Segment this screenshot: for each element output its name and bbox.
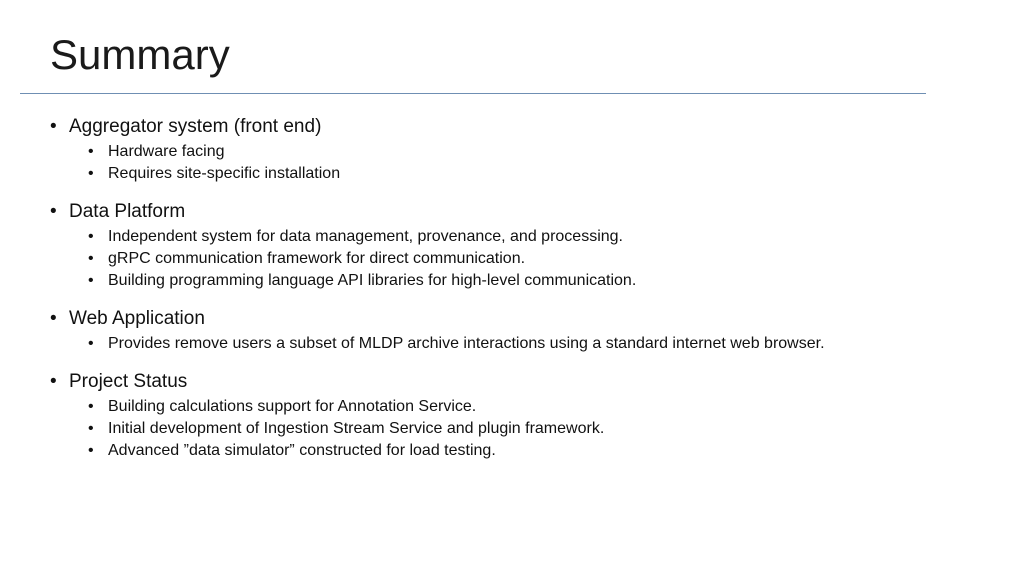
sub-bullet-text: gRPC communication framework for direct communication. xyxy=(108,250,526,267)
bullet-icon: • xyxy=(88,272,94,289)
bullet-icon: • xyxy=(88,335,94,352)
bullet-item xyxy=(50,199,950,224)
sub-bullet-text: Requires site-specific installation xyxy=(108,165,341,182)
sub-bullet-text: Hardware facing xyxy=(108,143,225,160)
section-web-application xyxy=(50,306,950,353)
sub-bullet-item xyxy=(50,142,898,161)
bullet-icon: • xyxy=(88,442,94,459)
bullet-heading: Data Platform xyxy=(69,201,186,222)
sub-bullet-text: Provides remove users a subset of MLDP archive interactions using a standard internet web browser. xyxy=(108,335,825,352)
section-project-status xyxy=(50,369,950,460)
sub-bullet-item xyxy=(50,334,898,353)
bullet-icon: • xyxy=(88,165,94,182)
bullet-icon: • xyxy=(88,228,94,245)
sub-bullet-text: Building programming language API libraries for high-level communication. xyxy=(108,272,637,289)
title-divider xyxy=(20,93,926,94)
sub-bullet-item xyxy=(50,249,898,268)
bullet-icon: • xyxy=(88,250,94,267)
sub-bullet-item xyxy=(50,419,898,438)
bullet-icon: • xyxy=(50,201,57,222)
slide-title: Summary xyxy=(50,31,230,78)
bullet-icon: • xyxy=(50,308,57,329)
bullet-item xyxy=(50,369,950,394)
bullet-icon: • xyxy=(50,116,57,137)
sub-bullet-text: Building calculations support for Annotation Service. xyxy=(108,398,477,415)
bullet-icon: • xyxy=(50,371,57,392)
bullet-icon: • xyxy=(88,143,94,160)
bullet-list xyxy=(50,114,950,460)
bullet-heading: Project Status xyxy=(69,371,188,392)
sub-bullet-item xyxy=(50,164,898,183)
sub-bullet-text: Independent system for data management, provenance, and processing. xyxy=(108,228,623,245)
bullet-item xyxy=(50,306,950,331)
sub-bullet-item xyxy=(50,441,898,460)
sub-bullet-item xyxy=(50,271,898,290)
section-aggregator-system xyxy=(50,114,950,183)
sub-bullet-item xyxy=(50,397,898,416)
bullet-heading: Web Application xyxy=(69,308,205,329)
sub-bullet-item xyxy=(50,227,898,246)
sub-bullet-text: Advanced ”data simulator” constructed for load testing. xyxy=(108,442,496,459)
bullet-icon: • xyxy=(88,420,94,437)
bullet-item xyxy=(50,114,950,139)
bullet-heading: Aggregator system (front end) xyxy=(69,116,322,137)
section-data-platform xyxy=(50,199,950,290)
sub-bullet-text: Initial development of Ingestion Stream Service and plugin framework. xyxy=(108,420,605,437)
bullet-icon: • xyxy=(88,398,94,415)
